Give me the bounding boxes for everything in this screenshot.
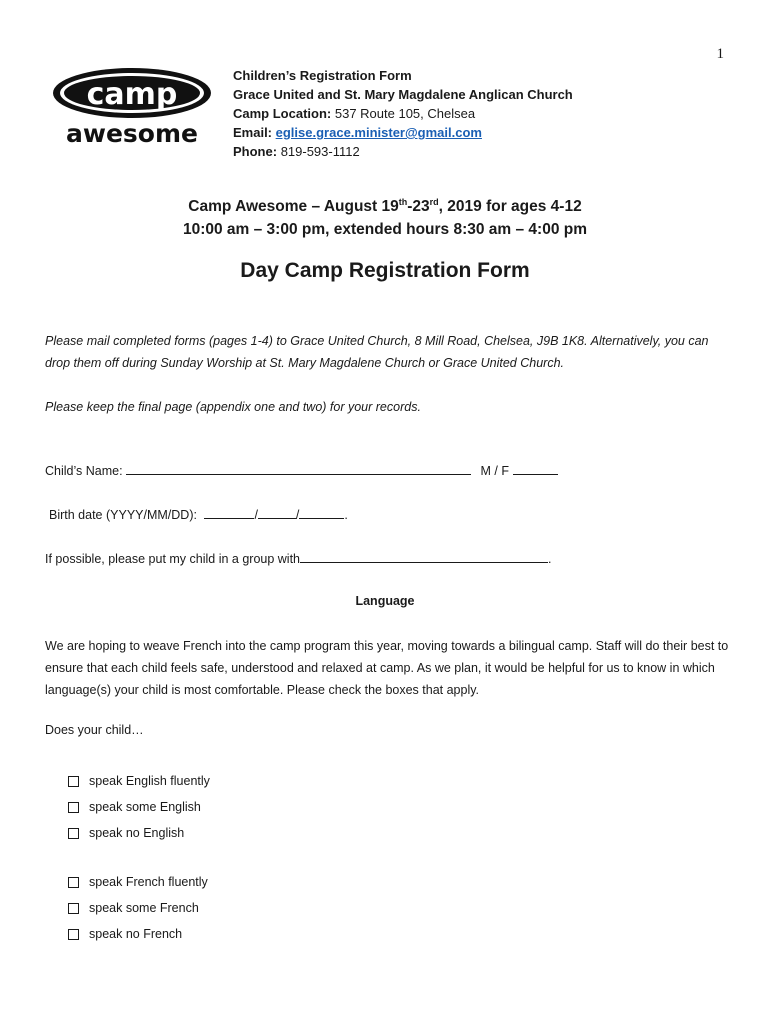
page-number: 1	[716, 46, 724, 62]
page-title: Day Camp Registration Form	[240, 259, 530, 282]
mail-instructions: Please mail completed forms (pages 1-4) to Grace United Church, 8 Mill Road, Chelsea, J9B 1K8. Alternatively, you can drop them off during Sunday Worship at St. Mary Magdalene Church or Grace United Church.	[45, 334, 709, 370]
event-dates: Camp Awesome – August 19th-23rd, 2019 for ages 4-12	[188, 196, 582, 215]
french-options	[68, 869, 208, 947]
child-name-row: Child’s Name: M / F	[45, 462, 558, 478]
form-name: Children’s Registration Form	[233, 68, 412, 83]
option-english-none[interactable]: speak no English	[68, 820, 210, 846]
location-line: Camp Location: 537 Route 105, Chelsea	[233, 106, 476, 121]
event-info	[0, 195, 770, 241]
churches: Grace United and St. Mary Magdalene Anglican Church	[233, 87, 573, 102]
language-paragraph: We are hoping to weave French into the camp program this year, moving towards a bilingual camp. Staff will do their best to ensure that each child feels safe, understood and relaxed at camp. As we plan, it would be helpful for us to know in which language(s) your child is most comfortable. Please check the boxes that apply.	[45, 639, 729, 697]
option-french-fluent[interactable]: speak French fluently	[68, 869, 208, 895]
option-french-none[interactable]: speak no French	[68, 921, 208, 947]
birth-day-field[interactable]	[299, 506, 344, 519]
instructions	[45, 330, 735, 418]
group-with-field[interactable]	[300, 550, 548, 563]
svg-text:awesome: awesome	[66, 119, 198, 144]
sex-field[interactable]	[513, 462, 558, 475]
records-note: Please keep the final page (appendix one and two) for your records.	[45, 400, 421, 414]
phone-line: Phone: 819-593-1112	[233, 144, 360, 159]
header-info	[233, 66, 573, 161]
checkbox[interactable]	[68, 929, 79, 940]
checkbox[interactable]	[68, 828, 79, 839]
language-question: Does your child…	[45, 723, 144, 737]
checkbox[interactable]	[68, 903, 79, 914]
option-english-some[interactable]: speak some English	[68, 794, 210, 820]
checkbox[interactable]	[68, 802, 79, 813]
option-english-fluent[interactable]: speak English fluently	[68, 768, 210, 794]
group-with-row: If possible, please put my child in a group with .	[45, 552, 552, 566]
child-name-field[interactable]	[126, 462, 471, 475]
location-value: 537 Route 105, Chelsea	[334, 106, 476, 121]
email-link[interactable]: eglise.grace.minister@gmail.com	[275, 125, 482, 140]
option-french-some[interactable]: speak some French	[68, 895, 208, 921]
english-options	[68, 768, 210, 846]
phone-value: 819-593-1112	[280, 144, 360, 159]
email-line: Email: eglise.grace.minister@gmail.com	[233, 125, 482, 140]
birth-month-field[interactable]	[258, 506, 296, 519]
camp-awesome-logo	[50, 66, 215, 144]
birth-date-row: Birth date (YYYY/MM/DD): / / .	[49, 508, 348, 522]
checkbox[interactable]	[68, 877, 79, 888]
event-hours: 10:00 am – 3:00 pm, extended hours 8:30 am – 4:00 pm	[182, 221, 588, 238]
birth-year-field[interactable]	[204, 506, 254, 519]
checkbox[interactable]	[68, 776, 79, 787]
svg-text:camp: camp	[86, 77, 178, 112]
language-heading: Language	[355, 594, 415, 608]
